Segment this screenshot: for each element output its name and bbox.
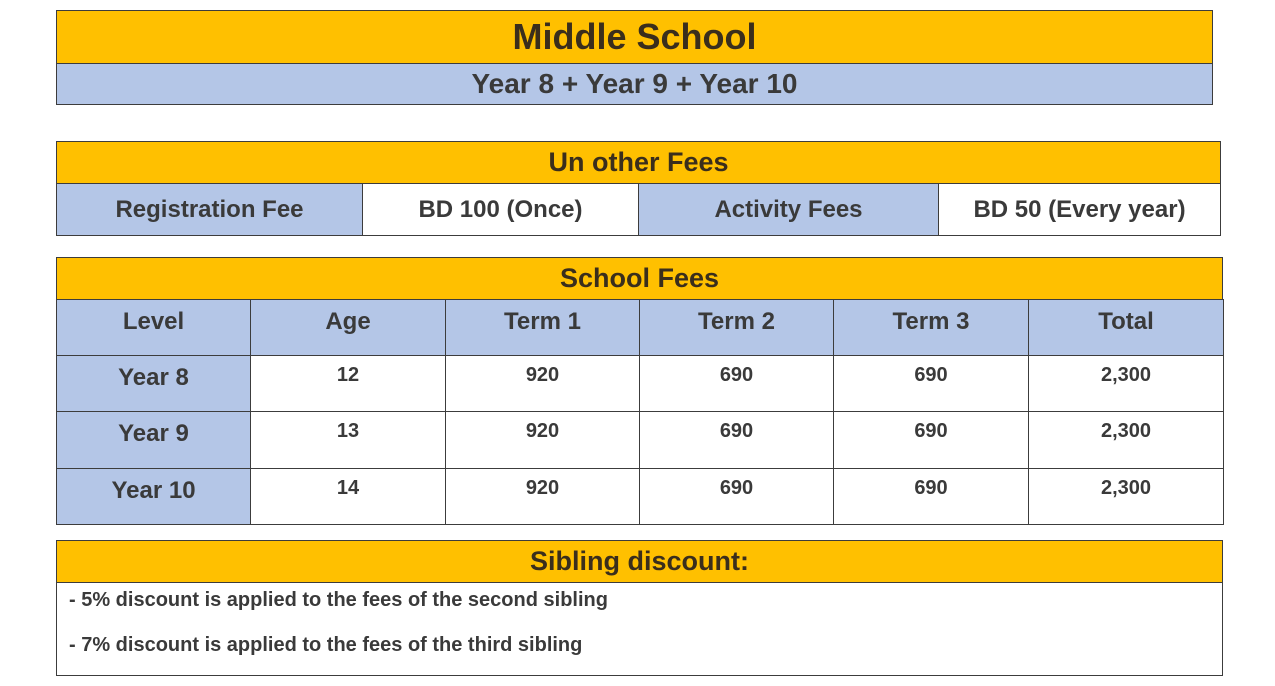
table-cell-term-3: 690 — [833, 355, 1029, 412]
school-fees-title: School Fees — [56, 257, 1223, 300]
registration-fee-label: Registration Fee — [56, 183, 363, 236]
other-fees-title: Un other Fees — [56, 141, 1221, 184]
row-level-cell: Year 9 — [56, 411, 251, 469]
table-cell-term-2: 690 — [639, 468, 834, 525]
table-cell-age: 13 — [250, 411, 446, 469]
sibling-discount-line: - 5% discount is applied to the fees of the second sibling — [69, 589, 608, 611]
column-header-term-1: Term 1 — [445, 299, 640, 356]
table-cell-term-1: 920 — [445, 355, 640, 412]
row-level-cell: Year 8 — [56, 355, 251, 412]
sibling-discount-line: - 7% discount is applied to the fees of the third sibling — [69, 634, 583, 656]
table-cell-term-2: 690 — [639, 355, 834, 412]
column-header-term-2: Term 2 — [639, 299, 834, 356]
activity-fees-label: Activity Fees — [638, 183, 939, 236]
row-level-cell: Year 10 — [56, 468, 251, 525]
table-cell-total: 2,300 — [1028, 468, 1224, 525]
table-cell-age: 12 — [250, 355, 446, 412]
table-cell-term-3: 690 — [833, 411, 1029, 469]
table-cell-term-1: 920 — [445, 468, 640, 525]
table-cell-total: 2,300 — [1028, 355, 1224, 412]
registration-fee-value: BD 100 (Once) — [362, 183, 639, 236]
table-cell-term-3: 690 — [833, 468, 1029, 525]
column-header-term-3: Term 3 — [833, 299, 1029, 356]
table-cell-term-1: 920 — [445, 411, 640, 469]
table-cell-total: 2,300 — [1028, 411, 1224, 469]
table-cell-age: 14 — [250, 468, 446, 525]
sibling-discount-box — [56, 582, 1223, 676]
table-cell-term-2: 690 — [639, 411, 834, 469]
column-header-total: Total — [1028, 299, 1224, 356]
sibling-discount-title: Sibling discount: — [56, 540, 1223, 583]
activity-fees-value: BD 50 (Every year) — [938, 183, 1221, 236]
column-header-age: Age — [250, 299, 446, 356]
page-subtitle: Year 8 + Year 9 + Year 10 — [56, 63, 1213, 105]
column-header-level: Level — [56, 299, 251, 356]
page-title: Middle School — [56, 10, 1213, 64]
